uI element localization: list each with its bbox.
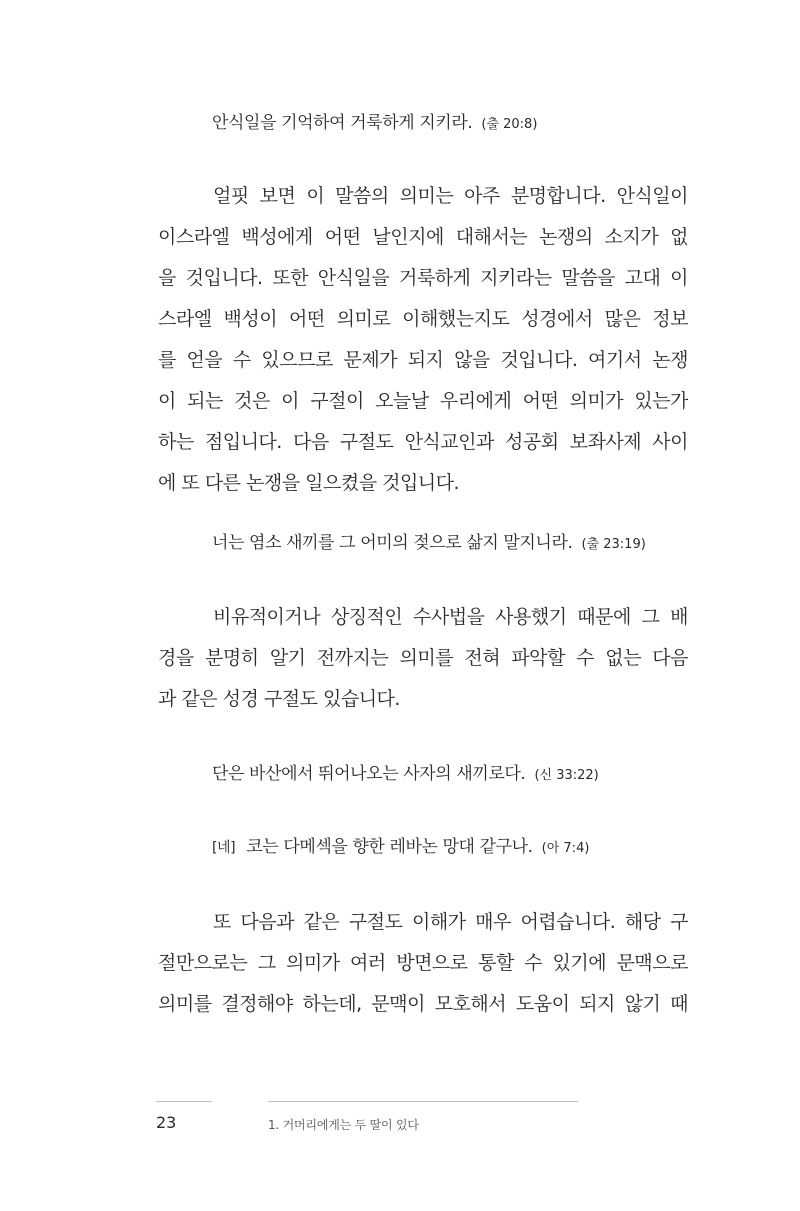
paragraph-line: 과 같은 성경 구절도 있습니다. <box>158 688 400 710</box>
paragraph-line: 절만으로는 그 의미가 여러 방면으로 통할 수 있기에 문맥으로 <box>158 952 688 974</box>
quote-bracket-note: [네] <box>212 840 236 856</box>
footer-divider-left <box>156 1101 212 1102</box>
paragraph-line: 스라엘 백성이 어떤 의미로 이해했는지도 성경에서 많은 정보 <box>158 308 688 330</box>
quote-reference: (아 7:4) <box>541 841 590 856</box>
scripture-quote-exodus-23-19 <box>212 528 646 553</box>
footer-divider-right <box>268 1101 578 1102</box>
body-paragraph-3 <box>158 902 688 1025</box>
quote-text: 단은 바산에서 뛰어나오는 사자의 새끼로다. <box>212 764 526 784</box>
paragraph-line: 이스라엘 백성에게 어떤 날인지에 대해서는 논쟁의 소지가 없 <box>158 226 688 248</box>
paragraph-line: 에 또 다른 논쟁을 일으켰을 것입니다. <box>158 472 460 494</box>
scripture-quote-song-7-4 <box>212 832 589 857</box>
paragraph-line: 비유적이거나 상징적인 수사법을 사용했기 때문에 그 배 <box>213 606 688 628</box>
paragraph-line: 또 다음과 같은 구절도 이해가 매우 어렵습니다. 해당 구 <box>213 911 688 933</box>
quote-text: 너는 염소 새끼를 그 어미의 젖으로 삶지 말지니라. <box>212 533 573 553</box>
paragraph-line: 얼핏 보면 이 말씀의 의미는 아주 분명합니다. 안식일이 <box>213 185 688 207</box>
body-paragraph-2 <box>158 597 688 720</box>
paragraph-line: 의미를 결정해야 하는데, 문맥이 모호해서 도움이 되지 않기 때 <box>158 993 688 1015</box>
scripture-quote-exodus-20-8 <box>212 108 537 133</box>
page-number: 23 <box>156 1113 177 1132</box>
paragraph-line: 하는 점입니다. 다음 구절도 안식교인과 성공회 보좌사제 사이 <box>158 431 688 453</box>
paragraph-line: 경을 분명히 알기 전까지는 의미를 전혀 파악할 수 없는 다음 <box>158 647 688 669</box>
paragraph-line: 을 것입니다. 또한 안식일을 거룩하게 지키라는 말씀을 고대 이 <box>158 267 688 289</box>
quote-reference: (출 23:19) <box>581 537 646 552</box>
quote-text: 안식일을 기억하여 거룩하게 지키라. <box>212 113 473 133</box>
running-head: 1. 거머리에게는 두 딸이 있다 <box>268 1118 419 1132</box>
quote-text: 코는 다메섹을 향한 레바논 망대 같구나. <box>246 837 533 857</box>
paragraph-line: 를 얻을 수 있으므로 문제가 되지 않을 것입니다. 여기서 논쟁 <box>158 349 688 371</box>
scripture-quote-deuteronomy-33-22 <box>212 759 599 784</box>
quote-reference: (신 33:22) <box>534 768 599 783</box>
quote-reference: (출 20:8) <box>481 117 538 132</box>
paragraph-line: 이 되는 것은 이 구절이 오늘날 우리에게 어떤 의미가 있는가 <box>158 390 688 412</box>
body-paragraph-1 <box>158 176 688 504</box>
